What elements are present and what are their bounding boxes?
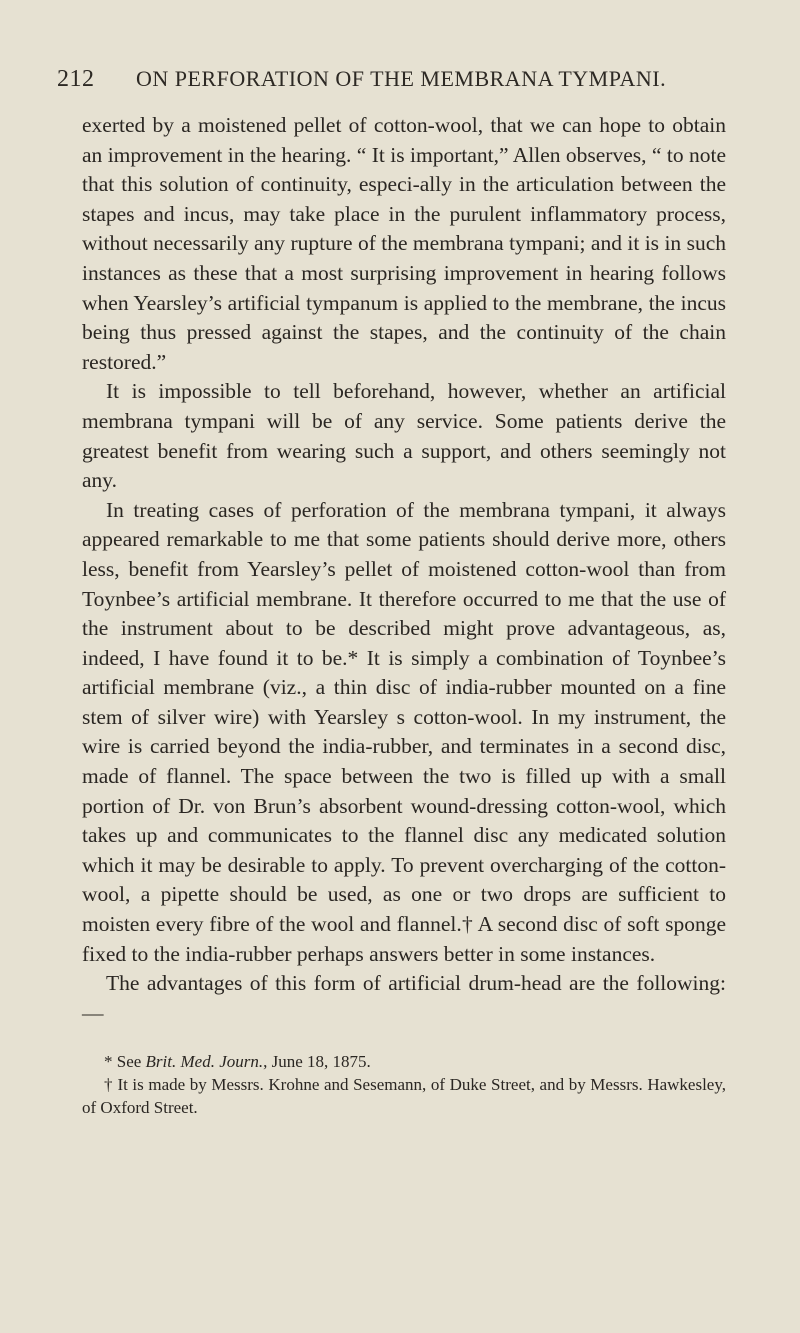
page-number: 212: [57, 66, 95, 92]
paragraph-1: exerted by a moistened pellet of cotton-wool, that we can hope to obtain an improvement in the hearing. “ It is important,” Allen observes, “ to note that this solution of continuity, especi-ally in the articulation between the stapes and incus, may take place in the purulent inflammatory process, without necessarily any rupture of the membrana tympani; and it is in such instances as these that a most surprising improvement in hearing follows when Yearsley’s artificial tympanum is applied to the membrane, the incus being thus pressed against the stapes, and the continuity of the chain restored.”: [82, 113, 726, 374]
footnote-1: [82, 1050, 726, 1073]
paragraph-4: The advantages of this form of artificial drum-head are the following:—: [82, 971, 726, 1025]
footnotes: [82, 1050, 726, 1119]
paragraph-3: In treating cases of perforation of the membrana tympani, it always appeared remarkable to me that some patients should derive more, others less, benefit from Yearsley’s pellet of moistened cotton-wool than from Toynbee’s artificial membrane. It therefore occurred to me that the use of the instrument about to be described might prove advantageous, as, indeed, I have found it to be.* It is simply a combination of Toynbee’s artificial membrane (viz., a thin disc of india-rubber mounted on a fine stem of silver wire) with Yearsley s cotton-wool. In my instrument, the wire is carried beyond the india-rubber, and terminates in a second disc, made of flannel. The space between the two is filled up with a small portion of Dr. von Brun’s absorbent wound-dressing cotton-wool, which takes up and communicates to the flannel disc any medicated solution which it may be desirable to apply. To prevent overcharging of the cotton-wool, a pipette should be used, as one or two drops are sufficient to moisten every fibre of the wool and flannel.† A second disc of soft sponge fixed to the india-rubber perhaps answers better in some instances.: [82, 497, 726, 966]
paragraph-2: It is impossible to tell beforehand, however, whether an artificial membrana tympani will be of any service. Some patients derive the greatest benefit from wearing such a support, and others seemingly not any.: [82, 379, 726, 493]
running-head: [57, 66, 726, 96]
footnote-1-marker: * See: [104, 1052, 146, 1072]
body-text: [82, 111, 726, 1028]
running-head-title: ON PERFORATION OF THE MEMBRANA TYMPANI.: [136, 66, 667, 91]
footnote-1-journal: Brit. Med. Journ.: [145, 1052, 264, 1072]
footnote-2: † It is made by Messrs. Krohne and Sesemann, of Duke Street, and by Messrs. Hawkesley, of Oxford Street.: [82, 1075, 726, 1118]
footnote-1-rest: , June 18, 1875.: [263, 1052, 371, 1072]
